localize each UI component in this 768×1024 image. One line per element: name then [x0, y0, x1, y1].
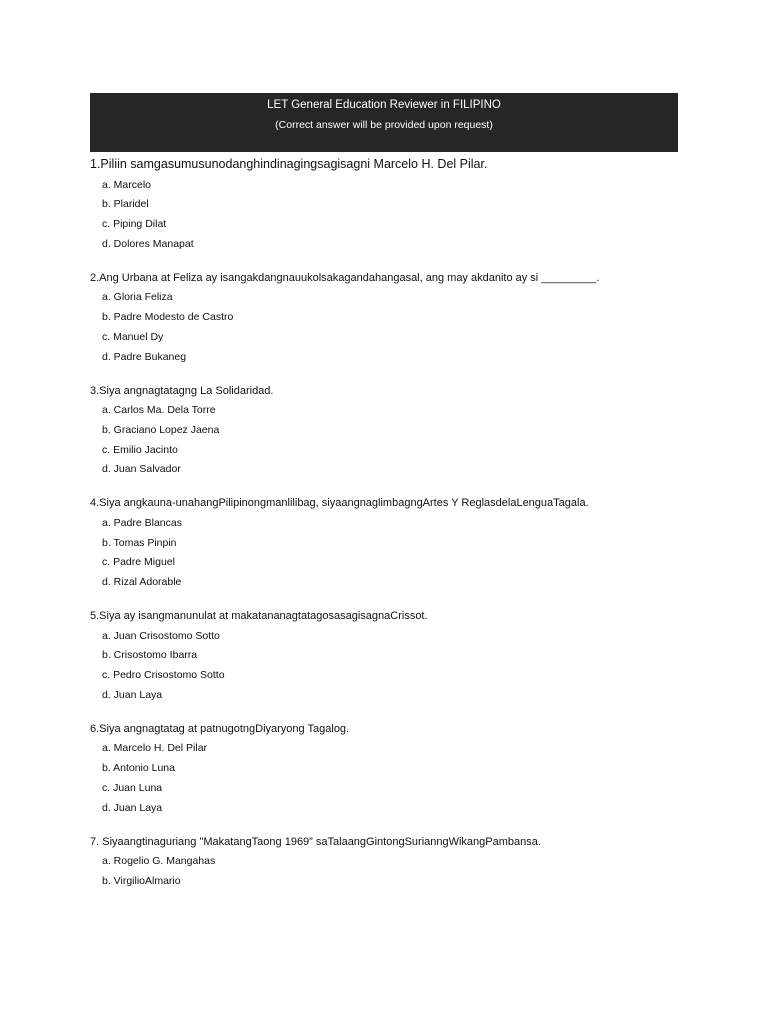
option-d: d. Juan Laya — [102, 688, 163, 701]
option-a: a. Padre Blancas — [102, 516, 182, 529]
option-d: d. Dolores Manapat — [102, 237, 194, 250]
option-c: c. Manuel Dy — [102, 330, 164, 343]
question-list — [90, 156, 678, 888]
spacer — [90, 476, 678, 496]
option-c: c. Padre Miguel — [102, 556, 175, 569]
question-4 — [90, 496, 678, 589]
option-b: b. Tomas Pinpin — [102, 536, 177, 549]
options-list — [90, 742, 678, 814]
question-6 — [90, 722, 678, 815]
option-a: a. Marcelo H. Del Pilar — [102, 742, 208, 755]
options-list — [90, 517, 678, 589]
option-a: a. Rogelio G. Mangahas — [102, 855, 216, 868]
question-text: 1.Piliin samgasumusunodanghindinagingsagisagni Marcelo H. Del Pilar. — [90, 157, 488, 171]
option-c: c. Piping Dilat — [102, 218, 167, 231]
question-1 — [90, 156, 678, 251]
option-b: b. Padre Modesto de Castro — [102, 311, 234, 324]
document-subtitle: (Correct answer will be provided upon request) — [275, 119, 493, 131]
option-b: b. VirgilioAlmario — [102, 874, 181, 887]
option-a: a. Marcelo — [102, 178, 152, 191]
spacer — [90, 589, 678, 609]
option-d: d. Padre Bukaneg — [102, 350, 187, 363]
option-c: c. Juan Luna — [102, 781, 163, 794]
question-7 — [90, 835, 678, 888]
question-text: 3.Siya angnagtatagng La Solidaridad. — [90, 384, 274, 397]
question-3 — [90, 384, 678, 477]
question-5 — [90, 609, 678, 702]
spacer — [90, 815, 678, 835]
option-b: b. Crisostomo Ibarra — [102, 649, 198, 662]
option-c: c. Emilio Jacinto — [102, 443, 178, 456]
option-c: c. Pedro Crisostomo Sotto — [102, 669, 225, 682]
option-b: b. Plaridel — [102, 198, 149, 211]
option-d: d. Juan Salvador — [102, 463, 181, 476]
spacer — [90, 364, 678, 384]
option-b: b. Graciano Lopez Jaena — [102, 423, 220, 436]
question-text: 4.Siya angkauna-unahangPilipinongmanlilibag, siyaangnaglimbagngArtes Y ReglasdelaLenguaTagala. — [90, 497, 589, 510]
option-a: a. Juan Crisostomo Sotto — [102, 629, 220, 642]
option-d: d. Rizal Adorable — [102, 576, 182, 588]
document-title: LET General Education Reviewer in FILIPINO — [267, 99, 501, 111]
question-text: 6.Siya angnagtatag at patnugotngDiyaryong Tagalog. — [90, 722, 350, 735]
options-list — [90, 855, 678, 888]
options-list — [90, 404, 678, 476]
spacer — [90, 251, 678, 271]
question-2 — [90, 271, 678, 364]
options-list — [90, 630, 678, 702]
spacer — [90, 702, 678, 722]
option-a: a. Carlos Ma. Dela Torre — [102, 404, 216, 417]
options-list — [90, 291, 678, 363]
options-list — [90, 179, 678, 251]
question-text: 5.Siya ay isangmanunulat at makatananagtatagosasagisagnaCrissot. — [90, 610, 428, 622]
option-b: b. Antonio Luna — [102, 762, 175, 775]
option-a: a. Gloria Feliza — [102, 291, 173, 304]
question-text: 2.Ang Urbana at Feliza ay isangakdangnauukolsakagandahangasal, ang may akdanito ay si _________. — [90, 271, 600, 284]
option-d: d. Juan Laya — [102, 801, 163, 814]
question-text: 7. Siyaangtinaguriang "MakatangTaong 1969” saTalaangGintongSurianngWikangPambansa. — [90, 835, 541, 848]
header-banner — [90, 93, 678, 152]
document-page — [90, 93, 678, 888]
